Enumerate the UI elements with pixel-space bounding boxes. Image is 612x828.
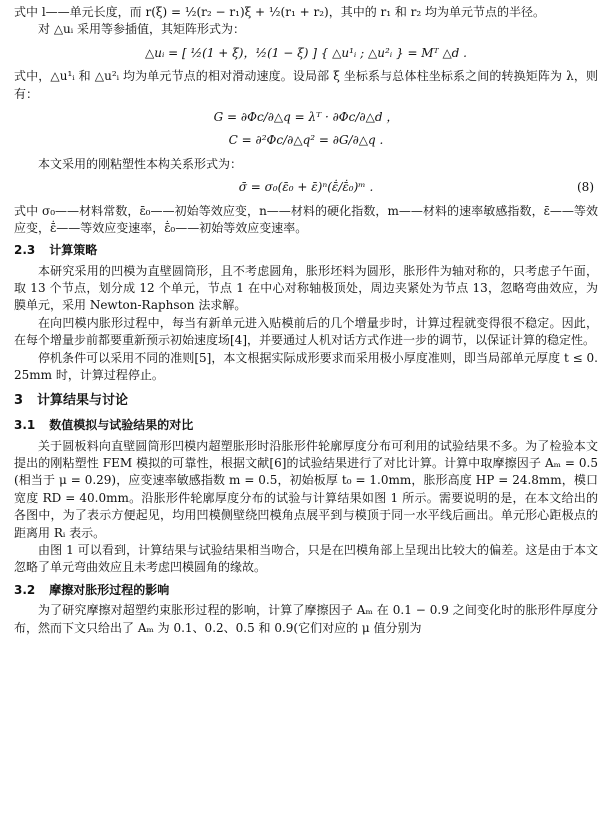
- section-number: 3.1: [14, 418, 36, 433]
- section-number: 2.3: [14, 243, 36, 258]
- section-title: 数值模拟与试验结果的对比: [49, 418, 194, 433]
- section-title: 计算策略: [49, 243, 98, 258]
- paragraph-constitutive: 本文采用的刚粘塑性本构关系形式为：: [38, 156, 243, 171]
- paragraph-symbol-definitions: 式中 σ₀——材料常数，ε̄₀——初始等效应变，n——材料的硬化指数，m——材料的速率敏感指数，ε̄——等效应变，ε̄̇——等效应变速率，ε̄̇₀——初始等效应变速率。: [14, 203, 598, 235]
- section-number: 3: [14, 393, 24, 409]
- equation-constitutive: [14, 179, 598, 196]
- paragraph-figure1-discussion: 由图 1 可以看到，计算结果与试验结果相当吻合，只是在凹模角部上呈现出比较大的偏差。这是由于本文忽略了单元弯曲效应且未考虑凹模圆角的缘故。: [14, 543, 598, 575]
- equation-number: (8): [577, 180, 594, 195]
- section-heading-3-2: [14, 582, 598, 599]
- section-heading-3-1: [14, 417, 598, 434]
- paragraph-radius-definition: 式中 l——单元长度，而 r(ξ) = ½(r₂ − r₁)ξ + ½(r₁ + r₂)，其中的 r₁ 和 r₂ 均为单元节点的半径。: [14, 5, 546, 19]
- equation-gradient: G = ∂Φc/∂△q = λᵀ · ∂Φc/∂△d ，: [213, 109, 399, 124]
- equation-interpolation: △uᵢ = [ ½(1 + ξ)，½(1 − ξ) ] { △u¹ᵢ ; △u²ᵢ } = Mᵀ △d .: [144, 45, 467, 60]
- paragraph-friction-study: 为了研究摩擦对超塑约束胀形过程的影响，计算了摩擦因子 Aₘ 在 0.1 − 0.9 之间变化时的胀形件厚度分布，然而下文只给出了 Aₘ 为 0.1、0.2、0.5 和 0.9(它们对应的 μ 值分别为: [14, 603, 598, 635]
- section-number: 3.2: [14, 582, 36, 597]
- paragraph-stop-criterion: 停机条件可以采用不同的准则[5]，本文根据实际成形要求而采用极小厚度准则，即当局部单元厚度 t ≤ 0.25mm 时，计算过程停止。: [14, 350, 598, 383]
- section-heading-2-3: [14, 242, 598, 259]
- paragraph-interpolation: 对 △uᵢ 采用等参插值，其矩阵形式为：: [38, 22, 246, 37]
- paragraph-experiment-comparison: 关于圆板料向直壁圆筒形凹模内超塑胀形时沿胀形件轮廓厚度分布可利用的试验结果不多。为了检验本文提出的刚粘塑性 FEM 模拟的可靠性，根据文献[6]的试验结果进行了对比计算。计算中取摩擦因子 Aₘ = 0.5(相当于 μ = 0.29)，应变速率敏感指数 m = 0.5，初始板厚 t₀ = 1.0mm，胀形高度 HP = 24.8mm，模口宽度 RD = 40.0mm。沿胀形件轮廓厚度分布的试验与计算结果如图 1 所示。需要说明的是，在本文给出的各图中，为了表示方便起见，均用凹模侧壁绕凹模角点展平到与模顶于同一水平线后画出。单元形心距极点的距离用 Rᵢ 表示。: [14, 438, 598, 540]
- section-title: 摩擦对胀形过程的影响: [49, 582, 170, 597]
- paragraph-stability: 在向凹模内胀形过程中，每当有新单元进入贴模前后的几个增量步时，计算过程就变得很不稳定。因此，在每个增量步前都要重新预示初始速度场[4]，并要通过人机对话方式作进一步的调节，以保证计算的稳定性。: [14, 315, 598, 348]
- equation-constitutive-body: σ̄ = σ₀(ε̄₀ + ε̄)ⁿ(ε̄̇/ε̄̇₀)ᵐ .: [238, 180, 374, 195]
- section-title: 计算结果与讨论: [37, 393, 129, 409]
- equation-hessian: C = ∂²Φc/∂△q² = ∂G/∂△q .: [228, 133, 384, 148]
- paragraph-model-setup: 本研究采用的凹模为直壁圆筒形，且不考虑圆角，胀形坯料为圆形，胀形件为轴对称的，只考虑子午面，取 13 个节点，划分成 12 个单元，节点 1 在中心对称轴极顶处，周边夹紧处为节点 13，忽略弯曲效应，为膜单元，采用 Newton-Raphson 法求解。: [14, 263, 598, 313]
- paragraph-transform-matrix: 式中，△u¹ᵢ 和 △u²ᵢ 均为单元节点的相对滑动速度。设局部 ξ 坐标系与总体柱坐标系之间的转换矩阵为 λ，则有：: [14, 69, 598, 101]
- section-heading-3: [14, 392, 598, 411]
